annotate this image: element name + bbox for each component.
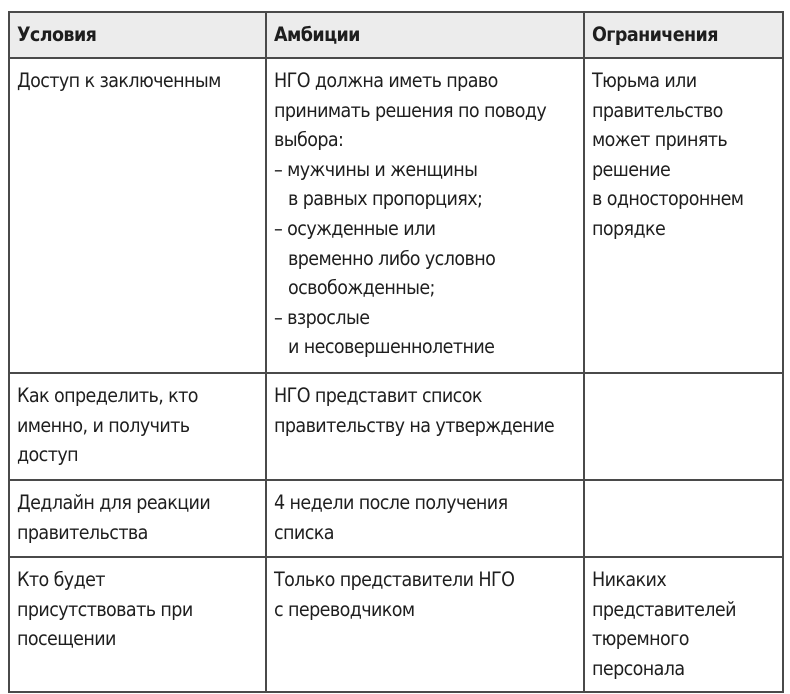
list-item: – взрослые	[274, 305, 370, 329]
cell-ambitions	[266, 58, 584, 373]
cell-text: правительства	[17, 520, 148, 544]
cell-text: доступ	[17, 443, 78, 467]
cell-text: порядке	[592, 216, 666, 240]
cell-text: НГО представит список	[274, 384, 482, 407]
cell-text: Как определить, кто	[17, 384, 198, 407]
cell-text: НГО должна иметь право	[274, 69, 498, 92]
cell-text: Никаких	[592, 568, 667, 591]
header-row	[9, 12, 783, 58]
cell-ambitions	[266, 373, 584, 480]
cell-text: принимать решения по поводу	[274, 98, 547, 122]
list-item: – мужчины и женщины	[274, 157, 478, 181]
cell-text: Тюрьма или	[592, 69, 697, 92]
cell-limitations	[584, 373, 783, 480]
cell-text: персонала	[592, 656, 685, 680]
cell-conditions	[9, 480, 266, 557]
list-item-continuation: освобожденные;	[288, 276, 435, 300]
cell-text: именно, и получить	[17, 413, 190, 437]
table-row	[9, 557, 783, 692]
table-row	[9, 480, 783, 557]
cell-limitations	[584, 480, 783, 557]
cell-ambitions	[266, 480, 584, 557]
cell-conditions	[9, 557, 266, 692]
list-item-continuation: временно либо условно	[288, 246, 496, 270]
cell-conditions	[9, 58, 266, 373]
access-conditions-table	[8, 11, 784, 693]
table-row	[9, 373, 783, 480]
cell-conditions	[9, 373, 266, 480]
table-row	[9, 58, 783, 373]
cell-text: присутствовать при	[17, 597, 193, 621]
cell-text: Только представители НГО	[274, 568, 515, 591]
cell-text: с переводчиком	[274, 597, 415, 621]
list-item: – осужденные или	[274, 216, 436, 240]
cell-text: представителей	[592, 597, 736, 621]
header-limitations: Ограничения	[584, 12, 783, 58]
cell-limitations	[584, 557, 783, 692]
cell-limitations	[584, 58, 783, 373]
cell-text: в одностороннем	[592, 187, 744, 211]
header-ambitions: Амбиции	[266, 12, 584, 58]
list-item-continuation: в равных пропорциях;	[288, 187, 483, 211]
cell-text: Дедлайн для реакции	[17, 491, 211, 514]
cell-text: выбора:	[274, 128, 344, 152]
cell-text: списка	[274, 520, 334, 544]
cell-text: правительству на утверждение	[274, 413, 555, 437]
cell-text: Кто будет	[17, 568, 105, 591]
header-conditions: Условия	[9, 12, 266, 58]
cell-text: может принять	[592, 128, 728, 152]
cell-text: 4 недели после получения	[274, 491, 508, 514]
cell-ambitions	[266, 557, 584, 692]
cell-text: посещении	[17, 627, 116, 651]
cell-text: тюремного	[592, 627, 689, 651]
cell-text: правительство	[592, 98, 723, 122]
list-item-continuation: и несовершеннолетние	[288, 335, 495, 359]
cell-text: решение	[592, 157, 671, 181]
cell-text: Доступ к заключенным	[17, 69, 221, 92]
